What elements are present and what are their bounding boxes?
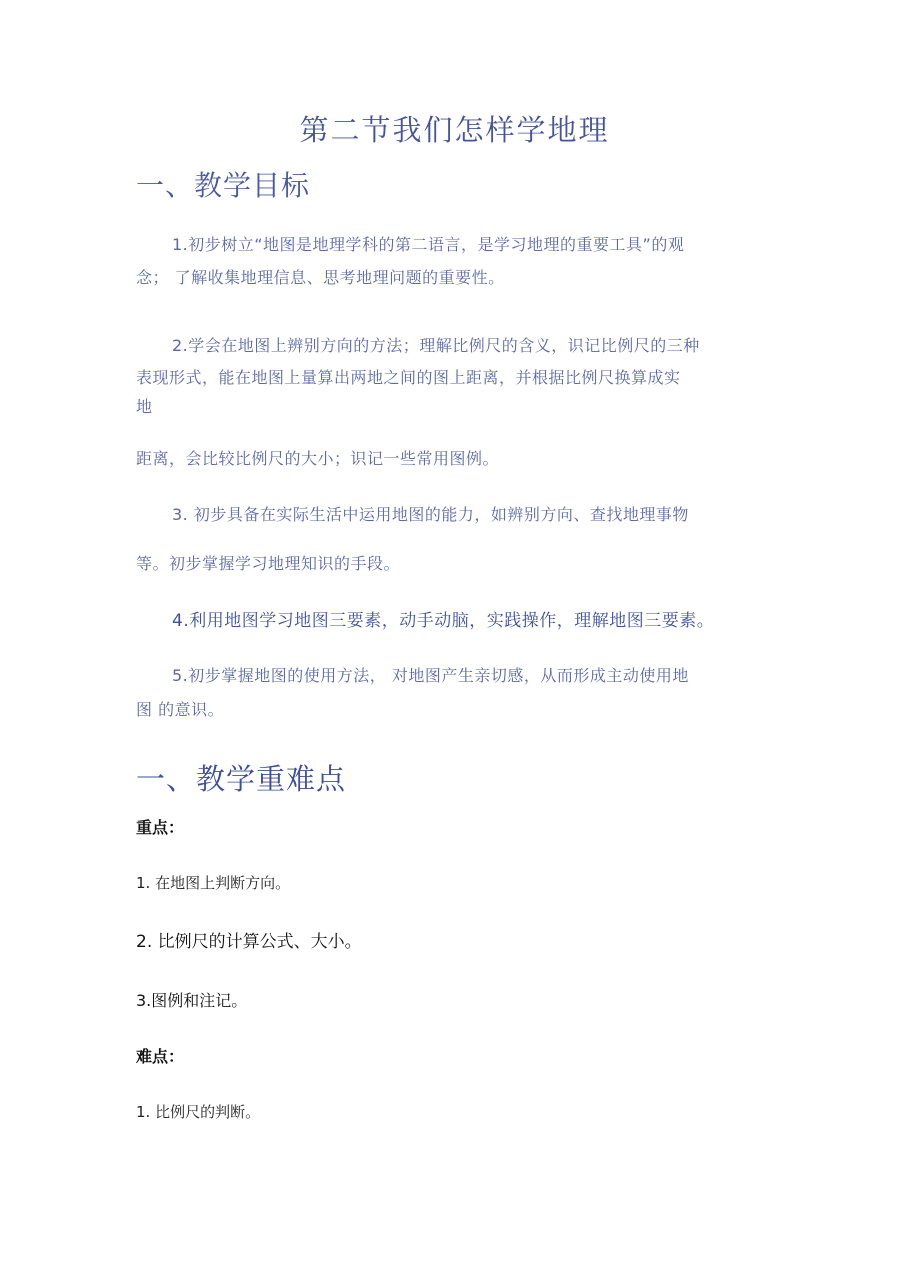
goal-1-line-1: 1.初步树立“地图是地理学科的第二语言，是学习地理的重要工具”的观 bbox=[172, 235, 685, 254]
goal-5-line-1: 5.初步掌握地图的使用方法， 对地图产生亲切感，从而形成主动使用地 bbox=[172, 666, 689, 685]
key-point-2: 2. 比例尺的计算公式、大小。 bbox=[136, 932, 362, 952]
goal-4-line-1: 4.利用地图学习地图三要素，动手动脑，实践操作，理解地图三要素。 bbox=[172, 611, 715, 631]
goal-1-line-2: 念； 了解收集地理信息、思考地理问题的重要性。 bbox=[136, 268, 505, 287]
difficult-points-label: 难点： bbox=[136, 1047, 185, 1066]
section-heading-key-difficult-points: 一、教学重难点 bbox=[136, 762, 347, 796]
key-points-label: 重点： bbox=[136, 818, 185, 837]
goal-2-line-3: 地 bbox=[136, 397, 153, 416]
goal-2-line-2: 表现形式，能在地图上量算出两地之间的图上距离，并根据比例尺换算成实 bbox=[136, 368, 681, 387]
key-point-1: 1. 在地图上判断方向。 bbox=[136, 874, 291, 892]
goal-3-line-2: 等。初步掌握学习地理知识的手段。 bbox=[136, 554, 401, 573]
section-heading-teaching-goals: 一、教学目标 bbox=[136, 169, 311, 202]
key-point-3: 3.图例和注记。 bbox=[136, 991, 248, 1010]
document-title: 第二节我们怎样学地理 bbox=[299, 113, 610, 147]
goal-2-line-1: 2.学会在地图上辨别方向的方法；理解比例尺的含义，识记比例尺的三种 bbox=[172, 336, 700, 355]
goal-5-line-2: 图 的意识。 bbox=[136, 700, 225, 719]
difficult-point-1: 1. 比例尺的判断。 bbox=[136, 1103, 261, 1121]
goal-3-line-1: 3. 初步具备在实际生活中运用地图的能力，如辨别方向、查找地理事物 bbox=[172, 505, 689, 524]
goal-2-line-4: 距离，会比较比例尺的大小；识记一些常用图例。 bbox=[136, 449, 500, 468]
